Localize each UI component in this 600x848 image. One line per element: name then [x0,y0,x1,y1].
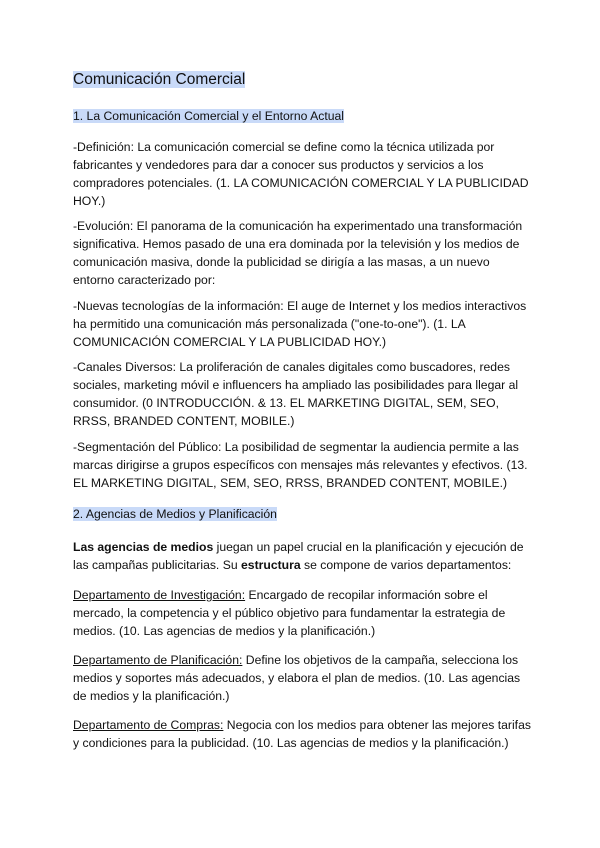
department-investigacion: Departamento de Investigación: Encargado de recopilar información sobre el mercado, la competencia y el público objetivo para fundamentar la estrategia de medios. (10. Las agencias de medios y la planificación.) [73,588,506,638]
section1-heading: 1. La Comunicación Comercial y el Entorno Actual [73,109,344,123]
section2-heading: 2. Agencias de Medios y Planificación [73,507,277,521]
paragraph-canales-diversos: -Canales Diversos: La proliferación de canales digitales como buscadores, redes sociales, marketing móvil e influencers ha ampliado las posibilidades para llegar al consumidor. (0 INTRODUCCIÓN. & 13. EL MARKETING DIGITAL, SEM, SEO, RRSS, BRANDED CONTENT, MOBILE.) [73,360,519,428]
paragraph-segmentacion: -Segmentación del Público: La posibilidad de segmentar la audiencia permite a las marcas dirigirse a grupos específicos con mensajes más relevantes y efectivos. (13. EL MARKETING DIGITAL, SEM, SEO, RRSS, BRANDED CONTENT, MOBILE.) [73,440,528,490]
paragraph-evolucion: -Evolución: El panorama de la comunicación ha experimentado una transformación significativa. Hemos pasado de una era dominada por la televisión y los medios de comunicación masiva, donde la publicidad se dirigía a las masas, a un nuevo entorno caracterizado por: [73,219,523,287]
paragraph-agencias-intro: Las agencias de medios juegan un papel crucial en la planificación y ejecución de las campañas publicitarias. Su estructura se compone de varios departamentos: [73,540,524,572]
department-compras: Departamento de Compras: Negocia con los medios para obtener las mejores tarifas y condiciones para la publicidad. (10. Las agencias de medios y la planificación.) [73,718,531,750]
paragraph-definicion: -Definición: La comunicación comercial se define como la técnica utilizada por fabricantes y vendedores para dar a conocer sus productos y servicios a los compradores potenciales. (1. LA COMUNICACIÓN COMERCIAL Y LA PUBLICIDAD HOY.) [73,140,529,208]
paragraph-nuevas-tecnologias: -Nuevas tecnologías de la información: El auge de Internet y los medios interactivos ha permitido una comunicación más personalizada ("one-to-one"). (1. LA COMUNICACIÓN COMERCIAL Y LA PUBLICIDAD HOY.) [73,299,527,349]
document-title: Comunicación Comercial [73,71,246,88]
department-planificacion: Departamento de Planificación: Define los objetivos de la campaña, selecciona los medios y soportes más adecuados, y elabora el plan de medios. (10. Las agencias de medios y la planificación.) [73,653,521,703]
